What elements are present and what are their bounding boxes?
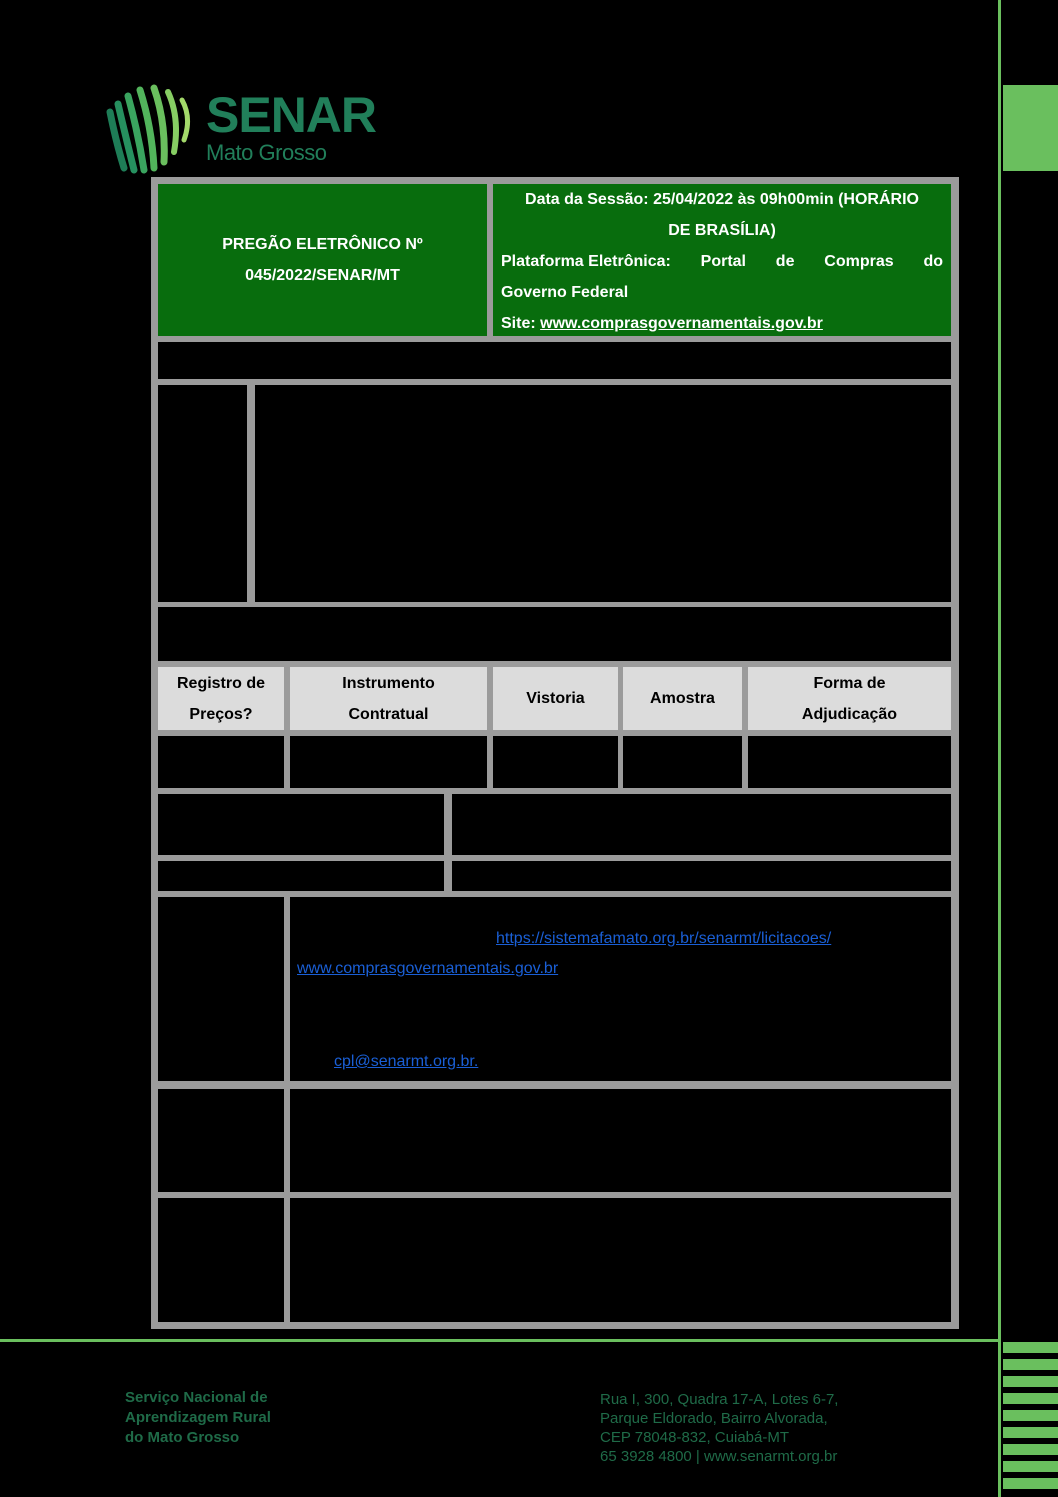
- value-amostra: [623, 736, 742, 788]
- col-registro-line1: Registro de: [176, 674, 265, 692]
- col-vistoria: [493, 667, 618, 730]
- platform-line: [501, 246, 943, 277]
- footer-address-line1: Rua I, 300, Quadra 17-A, Lotes 6-7,: [600, 1391, 839, 1408]
- logo-wordmark: SENAR: [206, 87, 377, 143]
- platform-word: Compras: [824, 253, 894, 270]
- compras-governamentais-link[interactable]: www.comprasgovernamentais.gov.br: [297, 960, 559, 977]
- info-right-cell-1: [452, 794, 951, 855]
- info-left-cell-1: [158, 794, 444, 855]
- col-vistoria-label: Vistoria: [526, 690, 585, 707]
- block-label-cell-2: [158, 1089, 284, 1192]
- col-instrumento-contratual: [290, 667, 487, 730]
- senar-logo: [102, 82, 392, 174]
- footer-institution-line2: Aprendizagem Rural: [125, 1409, 271, 1426]
- col-instrumento-line1: Instrumento: [342, 674, 435, 692]
- right-green-block: [1003, 85, 1058, 171]
- footer-address: [600, 1390, 838, 1466]
- session-info-cell: [493, 184, 951, 336]
- object-row: [158, 342, 951, 379]
- footer-institution-line3: do Mato Grosso: [125, 1429, 240, 1446]
- col-forma-line1: Forma de: [813, 674, 886, 692]
- block-content-cell-3: [290, 1198, 951, 1322]
- info-right-cell-2: [452, 861, 951, 891]
- value-forma-adjudicacao: [748, 736, 951, 788]
- edital-access-label-cell: [158, 897, 284, 1081]
- footer-institution-line1: Serviço Nacional de: [125, 1389, 268, 1406]
- value-registro-precos: [158, 736, 284, 788]
- site-label: Site:: [501, 315, 536, 332]
- col-forma-line2: Adjudicação: [801, 705, 898, 723]
- site-line: [501, 308, 943, 339]
- right-border-line: [998, 0, 1001, 1497]
- footer-divider-line: [0, 1339, 1001, 1342]
- value-instrumento-contratual: [290, 736, 487, 788]
- footer-institution: [125, 1388, 271, 1448]
- site-link[interactable]: www.comprasgovernamentais.gov.br: [540, 315, 823, 332]
- email-link[interactable]: cpl@senarmt.org.br.: [334, 1053, 479, 1070]
- footer-address-line3: CEP 78048-832, Cuiabá-MT: [600, 1429, 789, 1446]
- logo-subtitle: Mato Grosso: [206, 140, 327, 165]
- edital-title-line2: 045/2022/SENAR/MT: [245, 267, 400, 284]
- block-content-cell-2: [290, 1089, 951, 1192]
- block-label-cell-3: [158, 1198, 284, 1322]
- object-label-cell: [158, 385, 247, 602]
- session-date-line1: Data da Sessão: 25/04/2022 às 09h00min (HORÁRIO: [525, 191, 919, 208]
- edital-access-content-cell: [290, 897, 951, 1081]
- info-left-cell-2: [158, 861, 444, 891]
- col-amostra-label: Amostra: [650, 690, 715, 707]
- platform-label: Plataforma Eletrônica:: [501, 253, 671, 270]
- senar-leaf-icon: [102, 82, 198, 174]
- platform-word: de: [775, 253, 795, 270]
- footer-contact-line: 65 3928 4800 | www.senarmt.org.br: [600, 1448, 838, 1465]
- footer-stripes: [1003, 1342, 1058, 1497]
- col-registro-line2: Preços?: [189, 705, 253, 723]
- object-description-cell: [255, 385, 951, 602]
- edital-title-line1: PREGÃO ELETRÔNICO Nº: [222, 236, 423, 253]
- col-amostra: [623, 667, 742, 730]
- col-forma-adjudicacao: [748, 667, 951, 730]
- value-vistoria: [493, 736, 618, 788]
- platform-line2: Governo Federal: [501, 284, 629, 301]
- col-instrumento-line2: Contratual: [348, 705, 429, 723]
- criteria-row: [158, 607, 951, 661]
- col-registro-precos: [158, 667, 284, 730]
- footer-address-line2: Parque Eldorado, Bairro Alvorada,: [600, 1410, 828, 1427]
- platform-word: Portal: [700, 253, 746, 270]
- edital-title-cell: [158, 184, 487, 336]
- document-table: [151, 177, 959, 1329]
- sistema-famato-link[interactable]: https://sistemafamato.org.br/senarmt/licitacoes/: [496, 930, 832, 947]
- session-date-line2: DE BRASÍLIA): [668, 222, 776, 239]
- platform-word: do: [923, 253, 943, 270]
